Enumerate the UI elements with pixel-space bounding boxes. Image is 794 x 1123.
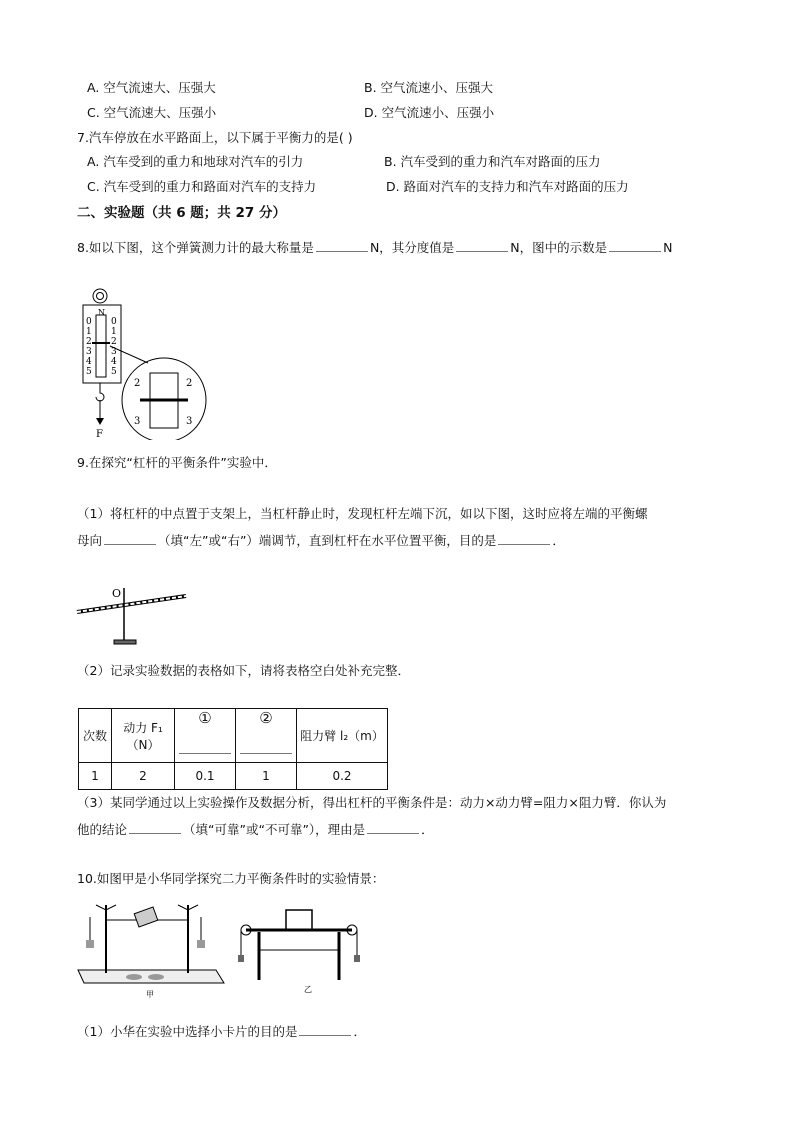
q6-option-b: B. 空气流速小、压强大 — [364, 80, 494, 95]
svg-text:F: F — [96, 429, 103, 440]
svg-text:2: 2 — [134, 378, 141, 389]
svg-text:3: 3 — [186, 416, 193, 427]
q9-part3-line2: 他的结论 （填“可靠”或“不可靠”），理由是 ． — [77, 822, 434, 837]
answer-blank[interactable] — [129, 821, 181, 834]
q9-part2: （2）记录实验数据的表格如下，请将表格空白处补充完整． — [77, 663, 410, 678]
q7-option-c: C. 汽车受到的重力和路面对汽车的支持力 — [87, 179, 317, 194]
answer-blank[interactable] — [104, 532, 156, 545]
q7-option-b: B. 汽车受到的重力和汽车对路面的压力 — [384, 154, 601, 169]
svg-text:1: 1 — [86, 327, 92, 337]
card-experiment-figure-a — [76, 895, 226, 1000]
q6-option-c: C. 空气流速大、压强小 — [87, 105, 217, 120]
answer-blank[interactable] — [456, 239, 508, 252]
svg-text:5: 5 — [86, 367, 92, 377]
svg-text:0: 0 — [111, 317, 117, 327]
q9-stem: 9.在探究“杠杆的平衡条件”实验中． — [77, 455, 277, 470]
table-header-row — [79, 709, 388, 763]
svg-text:2: 2 — [86, 337, 92, 347]
svg-text:4: 4 — [86, 357, 92, 367]
lever-figure — [74, 585, 194, 650]
answer-blank[interactable] — [367, 821, 419, 834]
answer-blank[interactable] — [609, 239, 661, 252]
table-header: 次数 — [79, 709, 112, 763]
svg-text:3: 3 — [111, 347, 117, 357]
table-header-blank[interactable]: ① — [175, 709, 236, 763]
table-cell: 0.2 — [297, 763, 388, 790]
table-cell: 0.1 — [175, 763, 236, 790]
svg-text:2: 2 — [186, 378, 193, 389]
table-cell: 1 — [79, 763, 112, 790]
table-header-blank[interactable]: ② — [236, 709, 297, 763]
q9-part1-line2: 母向 （填“左”或“右”）端调节，直到杠杆在水平位置平衡，目的是 ． — [77, 533, 565, 548]
svg-text:4: 4 — [111, 357, 117, 367]
svg-text:乙: 乙 — [304, 985, 312, 994]
table-cell: 2 — [112, 763, 175, 790]
svg-text:甲: 甲 — [146, 990, 154, 999]
svg-text:0: 0 — [86, 317, 92, 327]
q6-option-a: A. 空气流速大、压强大 — [87, 80, 216, 95]
q7-option-d: D. 路面对汽车的支持力和汽车对路面的压力 — [386, 179, 629, 194]
q6-option-d: D. 空气流速小、压强小 — [364, 105, 495, 120]
table-experiment-figure-b — [234, 905, 364, 995]
table-row — [79, 763, 388, 790]
svg-text:3: 3 — [134, 416, 141, 427]
table-header: 动力 F₁（N） — [112, 709, 175, 763]
spring-scale-figure — [78, 288, 213, 440]
table-cell: 1 — [236, 763, 297, 790]
answer-blank[interactable] — [316, 239, 368, 252]
svg-text:5: 5 — [111, 367, 117, 377]
q7-stem: 7.汽车停放在水平路面上，以下属于平衡力的是( ) — [77, 130, 353, 145]
data-table — [78, 708, 388, 790]
section-title: 二、实验题（共 6 题；共 27 分） — [77, 205, 286, 221]
svg-text:1: 1 — [111, 327, 117, 337]
q7-option-a: A. 汽车受到的重力和地球对汽车的引力 — [87, 154, 304, 169]
svg-text:N: N — [98, 308, 105, 317]
q10-stem: 10.如图甲是小华同学探究二力平衡条件时的实验情景： — [77, 871, 385, 886]
answer-blank[interactable] — [299, 1023, 351, 1036]
svg-text:O: O — [112, 587, 122, 600]
table-header: 阻力臂 l₂（m） — [297, 709, 388, 763]
q9-part3-line1: （3）某同学通过以上实验操作及数据分析，得出杠杆的平衡条件是：动力×动力臂=阻力×阻力臂．你认为 — [77, 795, 667, 810]
answer-blank[interactable] — [498, 532, 550, 545]
q8-text: 8.如以下图，这个弹簧测力计的最大称量是 N，其分度值是 N，图中的示数是 N — [77, 240, 673, 255]
svg-text:2: 2 — [111, 337, 117, 347]
q9-part1-line1: （1）将杠杆的中点置于支架上，当杠杆静止时，发现杠杆左端下沉，如以下图，这时应将左端的平衡螺 — [77, 506, 648, 521]
svg-text:3: 3 — [86, 347, 92, 357]
q10-part1: （1）小华在实验中选择小卡片的目的是 ． — [77, 1024, 366, 1039]
